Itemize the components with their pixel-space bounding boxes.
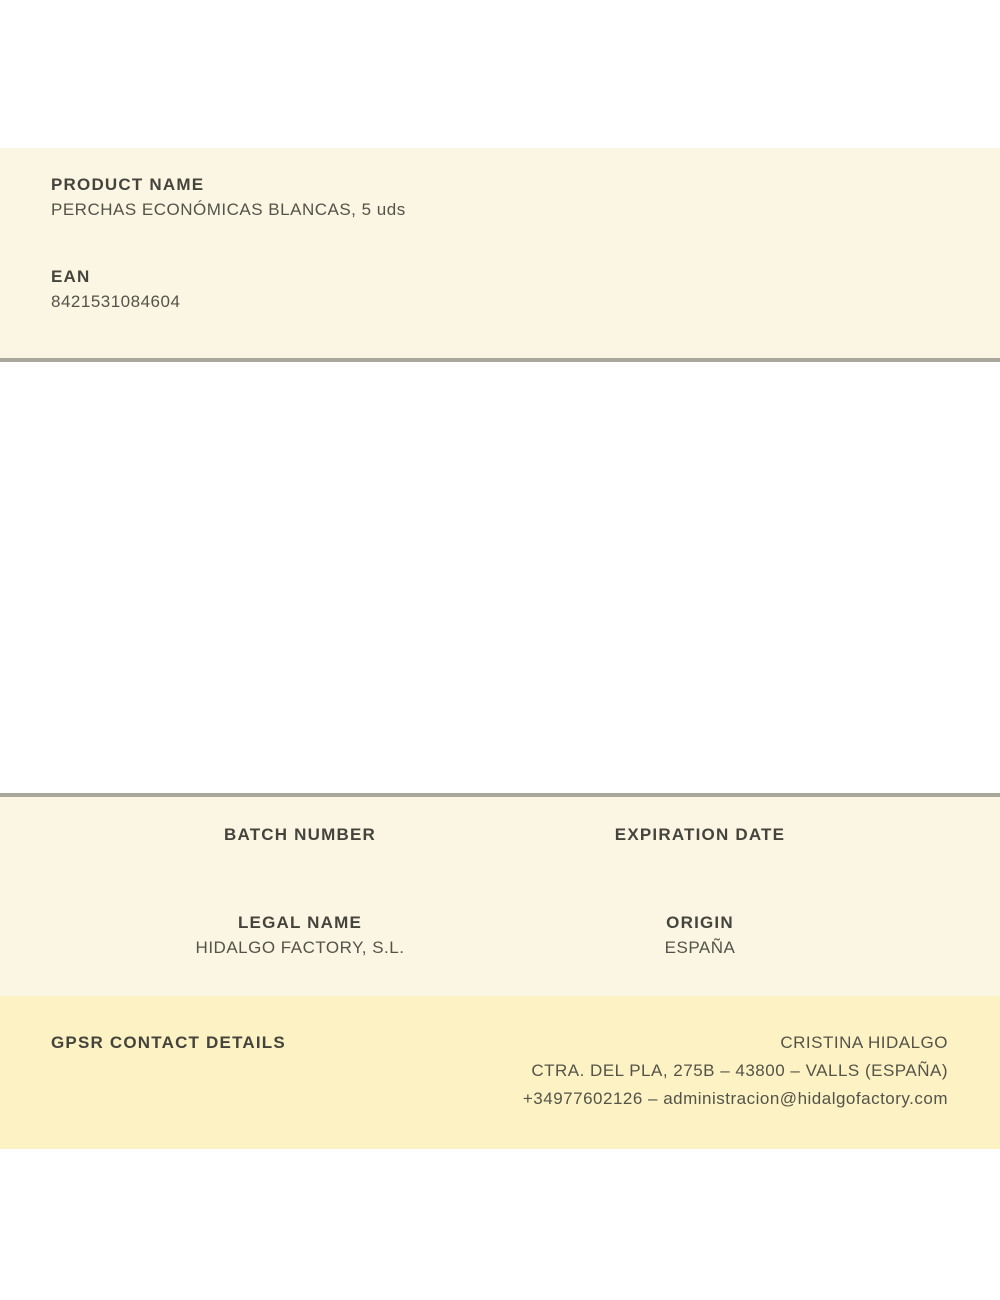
details-right-column: [500, 823, 900, 961]
expiration-date-value: [500, 847, 900, 873]
product-name-label: PRODUCT NAME: [51, 175, 205, 194]
batch-number-value: [100, 847, 500, 873]
legal-name-field: [100, 911, 500, 961]
batch-number-label: BATCH NUMBER: [224, 825, 376, 844]
contact-phone-email-line: +34977602126 – administracion@hidalgofactory.com: [522, 1089, 948, 1108]
ean-value: 8421531084604: [51, 292, 181, 311]
ean-label: EAN: [51, 267, 91, 286]
batch-number-field: [100, 823, 500, 873]
product-info-section: [0, 148, 1000, 362]
product-name-value: PERCHAS ECONÓMICAS BLANCAS, 5 uds: [51, 200, 406, 219]
gpsr-contact-section: [0, 996, 1000, 1149]
origin-label: ORIGIN: [666, 913, 734, 932]
gpsr-contact-title: GPSR CONTACT DETAILS: [51, 1033, 286, 1052]
contact-person-line: CRISTINA HIDALGO: [780, 1033, 948, 1052]
details-grid: [100, 823, 900, 961]
origin-field: [500, 911, 900, 961]
origin-value: ESPAÑA: [664, 938, 736, 957]
ean-field: [51, 265, 948, 315]
gpsr-contact-lines: [523, 1029, 948, 1113]
expiration-date-label: EXPIRATION DATE: [614, 825, 786, 844]
contact-address-line: CTRA. DEL PLA, 275B – 43800 – VALLS (ESPAÑA): [531, 1061, 948, 1080]
product-name-field: [51, 173, 948, 223]
details-left-column: [100, 823, 500, 961]
expiration-date-field: [500, 823, 900, 873]
legal-name-label: LEGAL NAME: [237, 913, 363, 932]
legal-name-value: HIDALGO FACTORY, S.L.: [195, 938, 405, 957]
batch-details-section: [0, 793, 1000, 1022]
